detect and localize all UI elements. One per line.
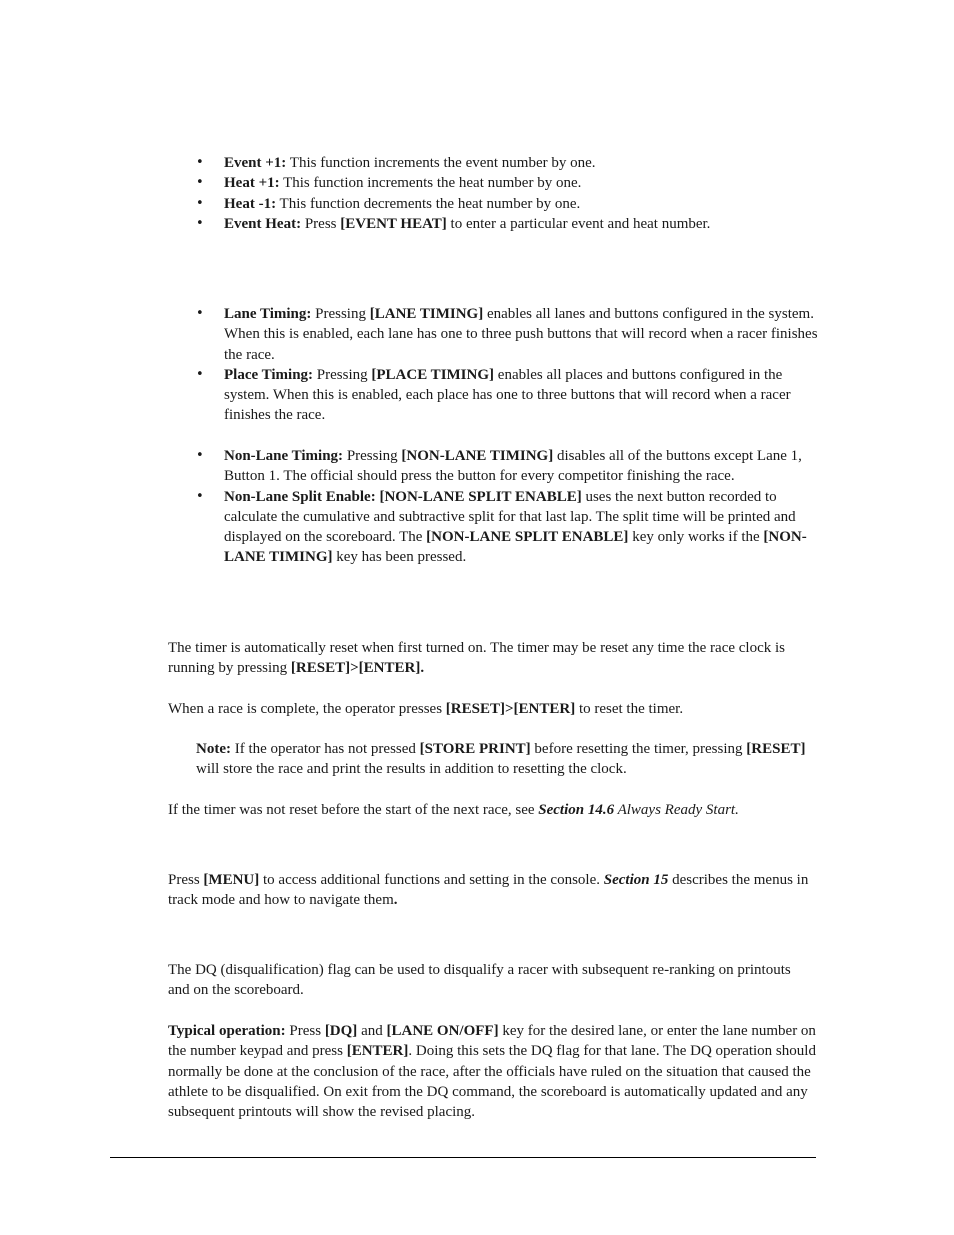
list-item: [0, 446, 824, 487]
text-run: When a race is complete, the operator presses: [168, 701, 446, 717]
list-item-term: Place Timing:: [224, 366, 314, 383]
bold-text: [DQ]: [324, 1023, 358, 1039]
text-run: to reset the timer.: [575, 701, 684, 717]
text-run: This function decrements the heat number by one.: [276, 195, 581, 212]
bold-text: [PLACE TIMING]: [371, 366, 495, 383]
text-run: The DQ (disqualification) flag can be used to disqualify a racer with subsequent re-ranking on printouts and on the scoreboard.: [168, 962, 791, 999]
bold-text: [LANE TIMING]: [369, 306, 484, 322]
text-run: describes the menus in track mode and how to navigate them: [168, 872, 809, 909]
bold-text: [MENU]: [203, 872, 260, 888]
text-run: to enter a particular event and heat number.: [446, 215, 711, 232]
text-run: will store the race and print the results in addition to resetting the clock.: [196, 761, 627, 778]
bold-text: Note:: [196, 741, 231, 757]
reset-note: [196, 739, 826, 780]
list-item: [0, 214, 824, 234]
bold-text: [RESET]: [746, 741, 806, 757]
bold-text: [RESET]>[ENTER].: [290, 660, 425, 677]
text-run: Pressing: [343, 448, 402, 464]
text-run: This function increments the heat number by one.: [279, 175, 582, 192]
text-run: Pressing: [311, 306, 370, 322]
section-reference: Section 15: [603, 872, 669, 888]
reset-paragraph-1: [168, 638, 808, 679]
text-run: If the operator has not pressed: [230, 741, 420, 757]
text-run: uses the next button recorded to calculate the cumulative and subtractive split for that last lap. The split time will be printed and displayed on the scoreboard. The: [224, 488, 796, 546]
text-run: disables all of the buttons except Lane 1, Button 1. The official should press the button for every competitor finishing the race.: [224, 448, 802, 485]
text-run: . Doing this sets the DQ flag for that lane. The DQ operation should normally be done at the conclusion of the race, after the officials have ruled on the situation that caused the athlete to be disqualified. On exit from the DQ command, the scoreboard is automatically updated and any subsequent printouts will show the revised placing.: [168, 1043, 816, 1121]
list-item: [0, 487, 824, 568]
text-run: This function increments the event number by one.: [286, 155, 596, 171]
list-item-term: Event Heat:: [224, 215, 302, 232]
text-run: and: [357, 1023, 387, 1039]
list-item: [0, 153, 824, 173]
text-run: Press: [301, 215, 341, 232]
list-item: [0, 365, 824, 426]
dq-paragraph-1: [168, 960, 808, 1001]
italic-text: Always Ready Start.: [614, 802, 739, 818]
dq-typical-operation-paragraph: [168, 1021, 816, 1122]
list-item-term: Heat -1:: [224, 195, 277, 212]
text-run: enables all places and buttons configured in the system. When this is enabled, each place has one to three buttons that will record when a racer finishes the race.: [224, 366, 791, 424]
bold-text: [NON-LANE TIMING]: [224, 529, 807, 566]
bold-text: .: [393, 892, 398, 909]
list-item: [0, 194, 824, 214]
list-item-term: Event +1:: [224, 155, 287, 171]
text-run: Press: [168, 872, 204, 888]
bold-text: [NON-LANE SPLIT ENABLE]: [426, 529, 629, 546]
list-item: [0, 304, 824, 365]
list-item-term: Lane Timing:: [224, 306, 312, 322]
non-lane-timing-list: [0, 446, 954, 568]
list-item-term: Non-Lane Timing:: [224, 448, 344, 464]
timing-mode-list: [0, 304, 954, 426]
section-reference: Section 14.6: [538, 802, 615, 818]
bold-text: [STORE PRINT]: [419, 741, 531, 757]
text-run: enables all lanes and buttons configured in the system. When this is enabled, each lane has one to three push buttons that will record when a racer finishes the race.: [224, 306, 818, 363]
text-run: to access additional functions and setting in the console.: [259, 872, 604, 888]
list-item-term: Heat +1:: [224, 175, 280, 192]
menu-paragraph: [168, 870, 816, 911]
text-run: key has been pressed.: [332, 549, 467, 566]
bold-text: [ENTER]: [346, 1043, 409, 1060]
bold-text: [NON-LANE TIMING]: [401, 448, 554, 464]
bold-text: [NON-LANE SPLIT ENABLE]: [379, 488, 582, 505]
footer-divider: [110, 1157, 816, 1158]
bold-text: [EVENT HEAT]: [340, 215, 447, 232]
text-run: Pressing: [313, 366, 372, 383]
reset-paragraph-2: [168, 699, 828, 719]
text-run: key for the desired lane, or enter the lane number on the number keypad and press: [168, 1023, 816, 1060]
bold-text: [LANE ON/OFF]: [386, 1023, 499, 1039]
reset-paragraph-3: [168, 800, 828, 820]
event-heat-function-list: [0, 153, 954, 234]
bold-text: [RESET]>[ENTER]: [445, 701, 576, 717]
text-run: The timer is automatically reset when first turned on. The timer may be reset any time the race clock is running by pressing: [168, 640, 786, 677]
text-run: If the timer was not reset before the start of the next race, see: [168, 802, 539, 818]
bold-text: Typical operation:: [168, 1023, 286, 1039]
text-run: Press: [285, 1023, 325, 1039]
list-item-term: Non-Lane Split Enable:: [224, 488, 376, 505]
text-run: before resetting the timer, pressing: [530, 741, 747, 757]
list-item: [0, 173, 824, 193]
text-run: key only works if the: [628, 529, 764, 546]
